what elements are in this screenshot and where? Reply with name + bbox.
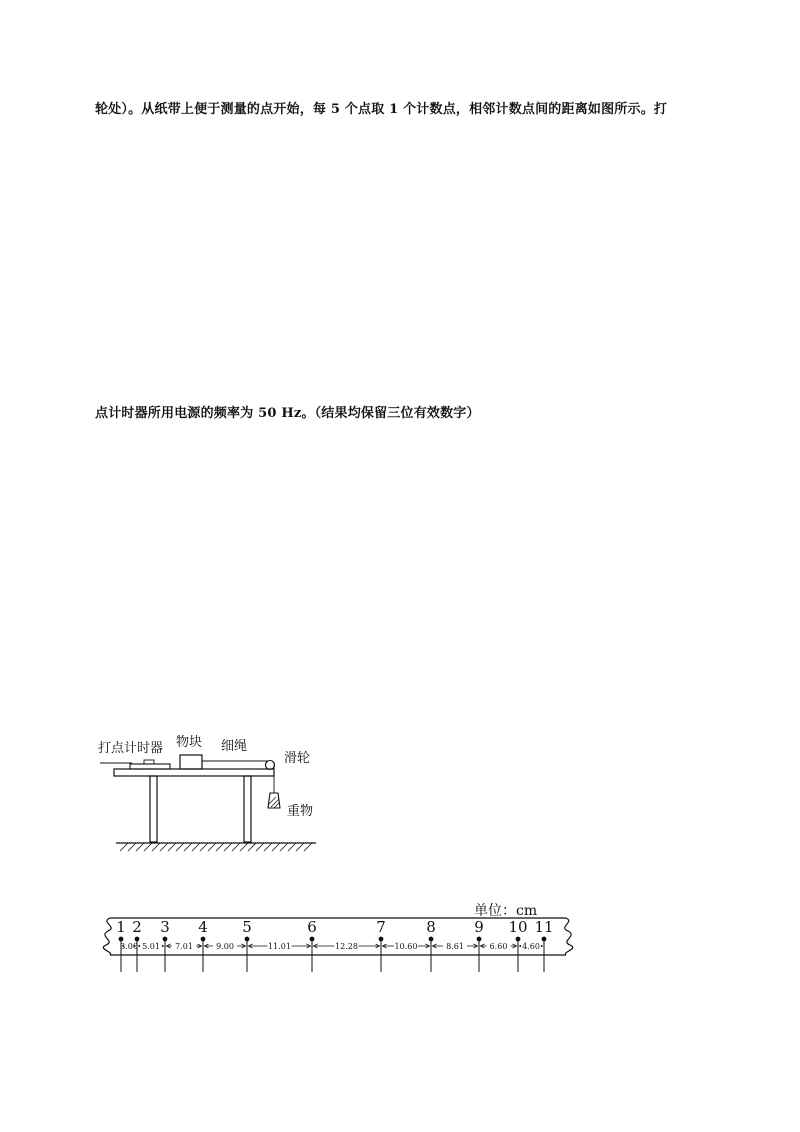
timer-top	[144, 760, 154, 764]
tape-gap-label-4: 9.00	[216, 942, 234, 951]
label-string: 细绳	[221, 739, 248, 754]
tape-point-label-5: 5	[242, 918, 252, 936]
problem-text-line-1: 轮处）。从纸带上便于测量的点开始，每 5 个点取 1 个计数点，相邻计数点间的距离如图所示。打	[95, 102, 668, 117]
tape-left-end	[103, 918, 111, 955]
tape-gap-label-8: 8.61	[446, 942, 464, 951]
tape-unit-label: 单位：cm	[474, 903, 538, 919]
tape-gap-label-5: 11.01	[268, 942, 291, 951]
tape-gap-label-9: 6.60	[489, 942, 508, 951]
tape-point-label-2: 2	[132, 918, 142, 936]
tape-point-label-10: 10	[508, 918, 528, 936]
tape-point-label-11: 11	[534, 918, 554, 936]
tape-marks	[116, 918, 553, 972]
tape-point-label-3: 3	[160, 918, 170, 936]
pulley	[266, 761, 275, 770]
tape-point-label-9: 9	[474, 918, 484, 936]
tape-point-label-1: 1	[116, 918, 126, 936]
tape-gap-label-6: 12.28	[335, 942, 358, 951]
tape-gap-label-1: 3.00	[120, 942, 138, 951]
ground-hatch	[120, 843, 312, 851]
label-timer: 打点计时器	[98, 741, 164, 756]
tape-gap-label-10: 4.60	[522, 942, 540, 951]
block	[180, 755, 202, 769]
problem-text-line-2: 点计时器所用电源的频率为 50 Hz。（结果均保留三位有效数字）	[95, 406, 480, 421]
tape-point-label-6: 6	[307, 918, 317, 936]
label-pulley: 滑轮	[284, 751, 311, 766]
weight	[268, 793, 280, 808]
table-leg-right	[244, 776, 251, 842]
label-block: 物块	[176, 735, 203, 750]
tape-gap-label-7: 10.60	[394, 942, 418, 951]
label-weight: 重物	[287, 804, 314, 819]
tape-gap-label-3: 7.01	[175, 942, 193, 951]
table-top	[114, 769, 274, 776]
tape-point-label-8: 8	[426, 918, 436, 936]
tape-right-end	[565, 918, 573, 955]
timer-body	[130, 764, 170, 769]
tape-point-label-7: 7	[376, 918, 386, 936]
tape-gap-label-2: 5.01	[142, 942, 160, 951]
table-leg-left	[150, 776, 157, 842]
tape-figure	[103, 903, 572, 972]
tape-point-label-4: 4	[198, 918, 208, 936]
apparatus-figure	[98, 734, 316, 851]
